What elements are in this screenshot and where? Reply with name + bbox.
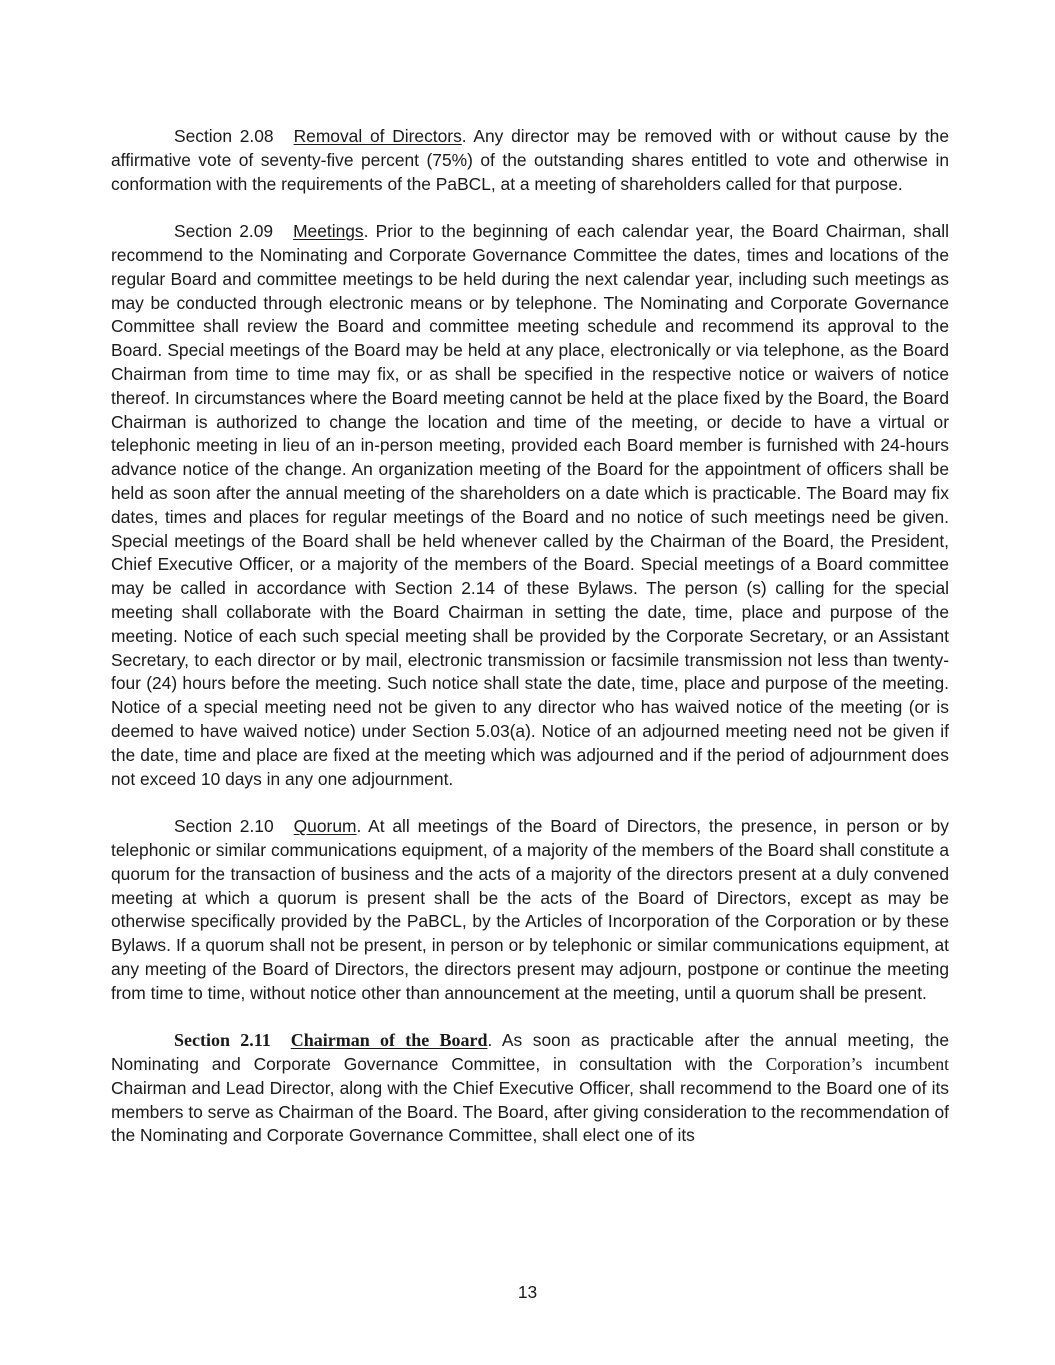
section-2-08 bbox=[111, 125, 949, 196]
section-number: Section 2.09 bbox=[174, 221, 274, 242]
section-body: . As soon as practicable after the annual meeting, the Nominating and Corporate Governance Committee, in consultation with the bbox=[111, 1030, 950, 1075]
section-2-09 bbox=[111, 220, 949, 791]
section-body: . At all meetings of the Board of Directors, the presence, in person or by telephonic or similar communications equipment, of a majority of the members of the Board shall constitute a quorum for the transaction of business and the acts of a majority of the directors present at a duly convened meeting at which a quorum is present shall be the acts of the Board of Directors, except as may be otherwise specifically provided by the PaBCL, by the Articles of Incorporation of the Corporation or by these Bylaws. If a quorum shall not be present, in person or by telephonic or similar communications equipment, at any meeting of the Board of Directors, the directors present may adjourn, postpone or continue the meeting from time to time, without notice other than announcement at the meeting, until a quorum shall be present. bbox=[111, 816, 949, 1003]
section-title: Quorum bbox=[293, 816, 357, 837]
section-2-10 bbox=[111, 815, 949, 1005]
page-number: 13 bbox=[517, 1282, 538, 1302]
section-title: Chairman of the Board bbox=[290, 1030, 488, 1051]
document-page bbox=[111, 125, 949, 1172]
section-body: . Prior to the beginning of each calendar year, the Board Chairman, shall recommend to the Nominating and Corporate Governance Committee the dates, times and locations of the regular Board and committee meetings to be held during the next calendar year, including such meetings as may be conducted through electronic means or by telephone. The Nominating and Corporate Governance Committee shall review the Board and committee meeting schedule and recommend its approval to the Board. Special meetings of the Board may be held at any place, electronically or via telephone, as the Board Chairman from time to time may fix, or as shall be specified in the respective notice or waivers of notice thereof. In circumstances where the Board meeting cannot be held at the place fixed by the Board, the Board Chairman is authorized to change the location and time of the meeting, or decide to have a virtual or telephonic meeting in lieu of an in-person meeting, provided each Board member is furnished with 24-hours advance notice of the change. An organization meeting of the Board for the appointment of officers shall be held as soon after the annual meeting of the shareholders on a date which is practicable. The Board may fix dates, times and places for regular meetings of the Board and no notice of such meetings need be given. Special meetings of the Board shall be held whenever called by the Chairman of the Board, the President, Chief Executive Officer, or a majority of the members of the Board. Special meetings of a Board committee may be called in accordance with Section 2.14 of these Bylaws. The person (s) calling for the special meeting shall collaborate with the Board Chairman in setting the date, time, place and purpose of the meeting. Notice of each such special meeting shall be provided by the Corporate Secretary, or an Assistant Secretary, to each director or by mail, electronic transmission or facsimile transmission not less than twenty-four (24) hours before the meeting. Such notice shall state the date, time, place and purpose of the meeting. Notice of a special meeting need not be given to any director who has waived notice of the meeting (or is deemed to have waived notice) under Section 5.03(a). Notice of an adjourned meeting need not be given if the date, time and place are fixed at the meeting which was adjourned and if the period of adjournment does not exceed 10 days in any one adjournment. bbox=[111, 221, 949, 789]
section-title: Removal of Directors bbox=[293, 126, 462, 146]
section-title: Meetings bbox=[293, 221, 364, 242]
section-body-serif-run: Corporation’s incumbent bbox=[765, 1054, 949, 1075]
section-2-11 bbox=[111, 1029, 949, 1148]
section-number: Section 2.08 bbox=[174, 126, 274, 146]
section-body: . Any director may be removed with or without cause by the affirmative vote of seventy-five percent (75%) of the outstanding shares entitled to vote and otherwise in conformation with the requirements of the PaBCL, at a meeting of shareholders called for that purpose. bbox=[111, 126, 949, 194]
section-body-continued: Chairman and Lead Director, along with the Chief Executive Officer, shall recommend to the Board one of its members to serve as Chairman of the Board. The Board, after giving consideration to the recommendation of the Nominating and Corporate Governance Committee, shall elect one of its bbox=[111, 1077, 949, 1146]
section-number: Section 2.11 bbox=[174, 1030, 271, 1051]
section-number: Section 2.10 bbox=[174, 816, 274, 837]
